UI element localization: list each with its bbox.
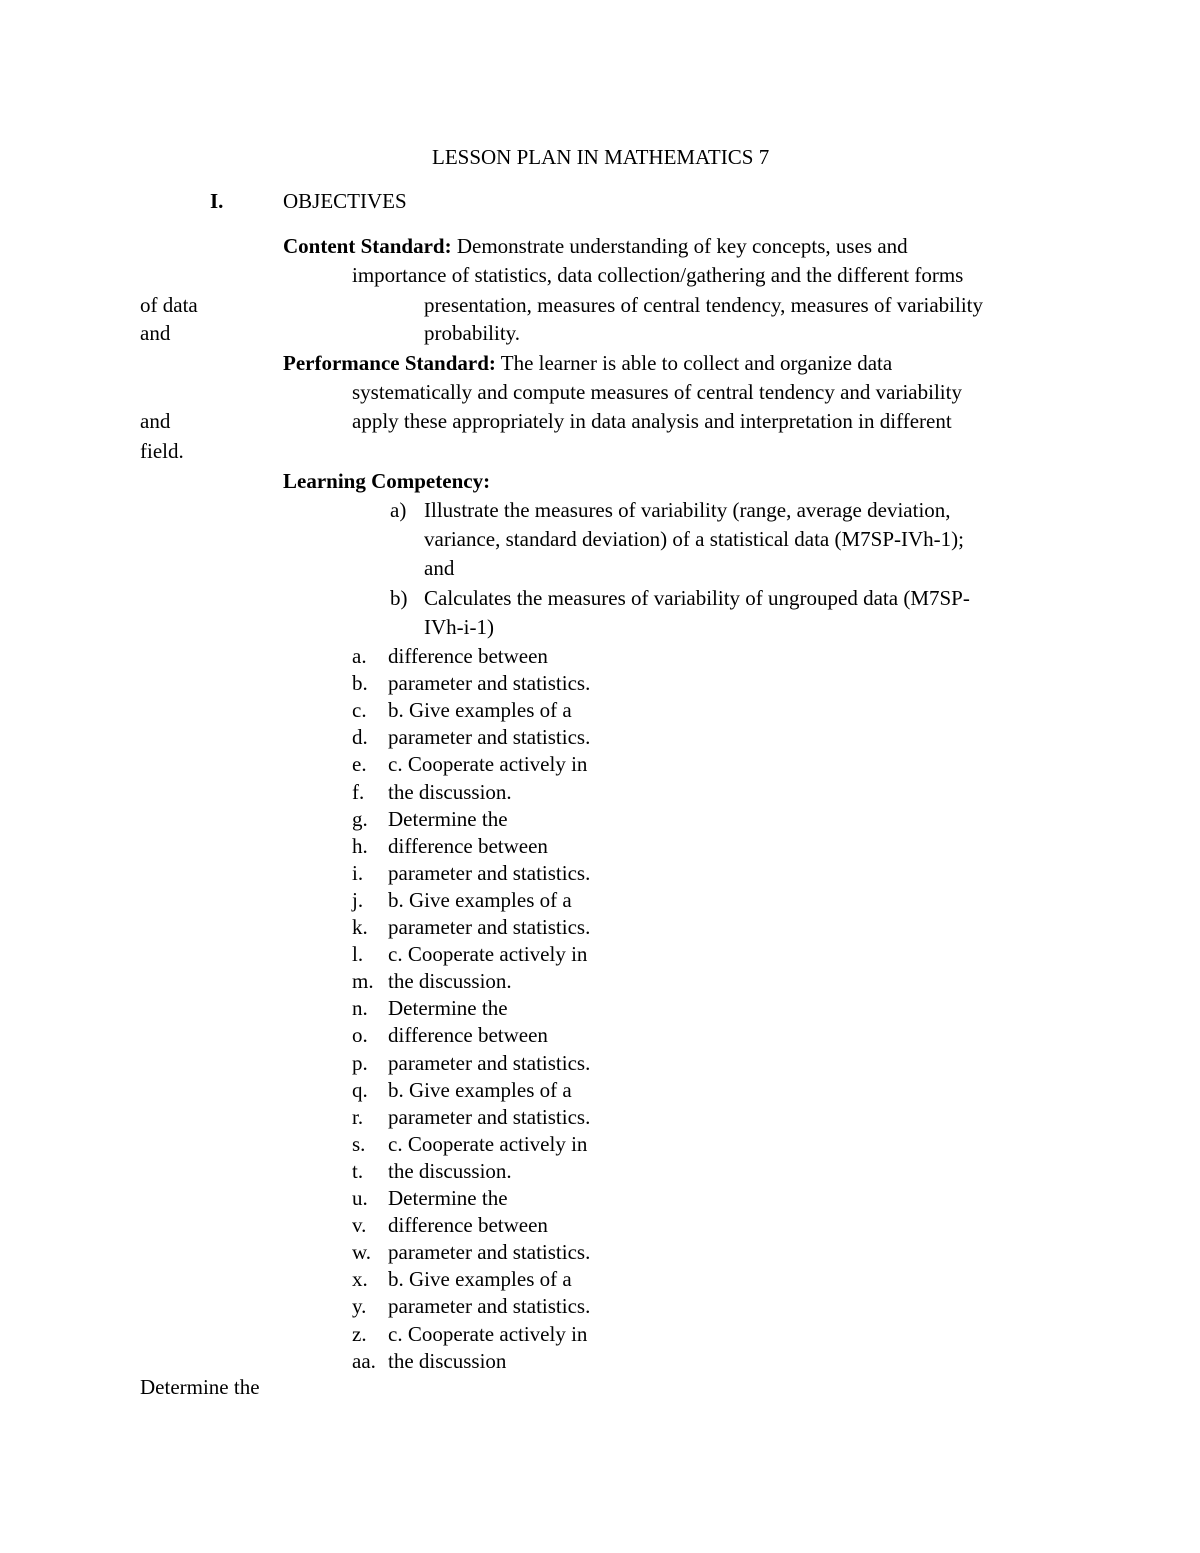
performance-standard-line-1 bbox=[283, 353, 892, 374]
list-item-letter: w. bbox=[352, 1240, 372, 1265]
list-item-text: parameter and statistics. bbox=[388, 725, 591, 750]
list-item-text: parameter and statistics. bbox=[388, 1050, 591, 1075]
content-standard-line-4: probability. bbox=[424, 321, 521, 345]
content-standard-line-2: importance of statistics, data collection/gathering and the different forms bbox=[352, 263, 964, 287]
list-item bbox=[0, 1215, 700, 1239]
list-item-text: c. Cooperate actively in bbox=[388, 752, 588, 777]
content-standard-line-1 bbox=[283, 236, 908, 257]
performance-standard-line-2: systematically and compute measures of central tendency and variability bbox=[352, 380, 962, 404]
list-item-text: Determine the bbox=[388, 996, 508, 1021]
list-item-letter: v. bbox=[352, 1213, 367, 1238]
list-item-letter: r. bbox=[352, 1104, 364, 1129]
list-item-letter: q. bbox=[352, 1077, 368, 1102]
list-item-letter: h. bbox=[352, 833, 368, 858]
list-item bbox=[0, 971, 700, 995]
performance-standard-label: Performance Standard: bbox=[283, 351, 496, 375]
list-item-letter: s. bbox=[352, 1131, 366, 1156]
list-item-letter: a. bbox=[352, 644, 367, 668]
list-item-letter: aa. bbox=[352, 1348, 376, 1373]
list-item-text: the discussion. bbox=[388, 969, 512, 994]
list-item-letter: y. bbox=[352, 1294, 367, 1319]
list-item-text: parameter and statistics. bbox=[388, 1294, 591, 1319]
list-item-letter: m. bbox=[352, 969, 374, 994]
content-standard-text: Demonstrate understanding of key concepts, uses and bbox=[456, 234, 908, 258]
list-item bbox=[0, 1104, 700, 1131]
list-item bbox=[0, 1025, 700, 1049]
list-item bbox=[0, 1242, 700, 1266]
list-item-letter: z. bbox=[352, 1321, 367, 1346]
list-item bbox=[0, 1131, 700, 1158]
list-item bbox=[0, 917, 700, 941]
list-item bbox=[0, 1050, 700, 1077]
list-item bbox=[0, 1188, 700, 1212]
competency-b-marker: b) bbox=[390, 586, 408, 610]
performance-standard-margin-4: field. bbox=[140, 439, 184, 463]
competency-a-marker: a) bbox=[390, 498, 407, 522]
footer-text: Determine the bbox=[140, 1375, 260, 1399]
list-item-letter: d. bbox=[352, 725, 368, 750]
list-item-letter: p. bbox=[352, 1050, 368, 1075]
list-item bbox=[0, 998, 700, 1022]
list-item-text: b. Give examples of a bbox=[388, 698, 572, 723]
list-item-text: the discussion. bbox=[388, 779, 512, 804]
performance-standard-margin-3: and bbox=[140, 409, 171, 433]
list-item-text: difference between bbox=[388, 833, 548, 858]
list-item bbox=[0, 700, 700, 724]
list-item-letter: e. bbox=[352, 752, 367, 777]
document-title: LESSON PLAN IN MATHEMATICS 7 bbox=[432, 145, 770, 169]
list-item-text: b. Give examples of a bbox=[388, 887, 572, 912]
list-item-text: difference between bbox=[388, 644, 548, 668]
list-item-text: parameter and statistics. bbox=[388, 1104, 591, 1129]
content-standard-line-3: presentation, measures of central tendency, measures of variability bbox=[424, 293, 984, 317]
content-standard-label: Content Standard: bbox=[283, 234, 452, 258]
list-item bbox=[0, 779, 700, 806]
list-item-text: c. Cooperate actively in bbox=[388, 1131, 588, 1156]
list-item-text: parameter and statistics. bbox=[388, 860, 591, 885]
competency-a-line-1: Illustrate the measures of variability (range, average deviation, bbox=[424, 498, 951, 522]
list-item-text: Determine the bbox=[388, 1186, 508, 1210]
list-item-text: b. Give examples of a bbox=[388, 1077, 572, 1102]
list-item bbox=[0, 833, 700, 860]
list-item-text: c. Cooperate actively in bbox=[388, 1321, 588, 1346]
list-item bbox=[0, 1321, 700, 1348]
list-item-text: the discussion. bbox=[388, 1158, 512, 1183]
list-item-text: the discussion bbox=[388, 1348, 507, 1373]
competency-b-line-1: Calculates the measures of variability of ungrouped data (M7SP- bbox=[424, 586, 970, 610]
list-item bbox=[0, 673, 700, 697]
list-item-letter: k. bbox=[352, 915, 368, 939]
content-standard-margin-4: and bbox=[140, 321, 171, 345]
section-number: I. bbox=[210, 189, 224, 213]
list-item-letter: c. bbox=[352, 698, 367, 723]
performance-standard-text: The learner is able to collect and organize data bbox=[500, 351, 893, 375]
list-item-letter: u. bbox=[352, 1186, 368, 1210]
list-item-letter: x. bbox=[352, 1267, 368, 1292]
list-item bbox=[0, 754, 700, 778]
list-item bbox=[0, 1158, 700, 1185]
list-item-letter: b. bbox=[352, 671, 368, 696]
list-item bbox=[0, 1269, 700, 1293]
list-item-text: Determine the bbox=[388, 806, 508, 831]
list-item bbox=[0, 1296, 700, 1320]
list-item-letter: f. bbox=[352, 779, 365, 804]
list-item-letter: j. bbox=[352, 887, 364, 912]
list-item-letter: l. bbox=[352, 942, 364, 967]
list-item-text: parameter and statistics. bbox=[388, 671, 591, 696]
list-item bbox=[0, 887, 700, 914]
list-item bbox=[0, 806, 700, 833]
list-item bbox=[0, 727, 700, 751]
list-item-text: difference between bbox=[388, 1213, 548, 1238]
list-item-text: c. Cooperate actively in bbox=[388, 942, 588, 967]
list-item-text: parameter and statistics. bbox=[388, 915, 591, 939]
list-item-letter: i. bbox=[352, 860, 364, 885]
learning-competency-label: Learning Competency: bbox=[283, 469, 491, 493]
performance-standard-line-3: apply these appropriately in data analysis and interpretation in different bbox=[352, 409, 952, 433]
competency-a-line-3: and bbox=[424, 556, 455, 580]
list-item-letter: o. bbox=[352, 1023, 368, 1048]
competency-b-line-2: IVh-i-1) bbox=[424, 615, 494, 639]
list-item-text: difference between bbox=[388, 1023, 548, 1048]
list-item-text: b. Give examples of a bbox=[388, 1267, 572, 1292]
list-item bbox=[0, 944, 700, 968]
list-item-text: parameter and statistics. bbox=[388, 1240, 591, 1265]
section-title: OBJECTIVES bbox=[283, 189, 407, 213]
content-standard-margin-3: of data bbox=[140, 293, 198, 317]
list-item bbox=[0, 860, 700, 887]
competency-a-line-2: variance, standard deviation) of a statistical data (M7SP-IVh-1); bbox=[424, 527, 964, 551]
list-item bbox=[0, 1348, 700, 1375]
list-item bbox=[0, 1077, 700, 1104]
list-item bbox=[0, 646, 700, 670]
list-item-letter: t. bbox=[352, 1158, 364, 1183]
list-item-letter: n. bbox=[352, 996, 368, 1021]
list-item-letter: g. bbox=[352, 806, 368, 831]
